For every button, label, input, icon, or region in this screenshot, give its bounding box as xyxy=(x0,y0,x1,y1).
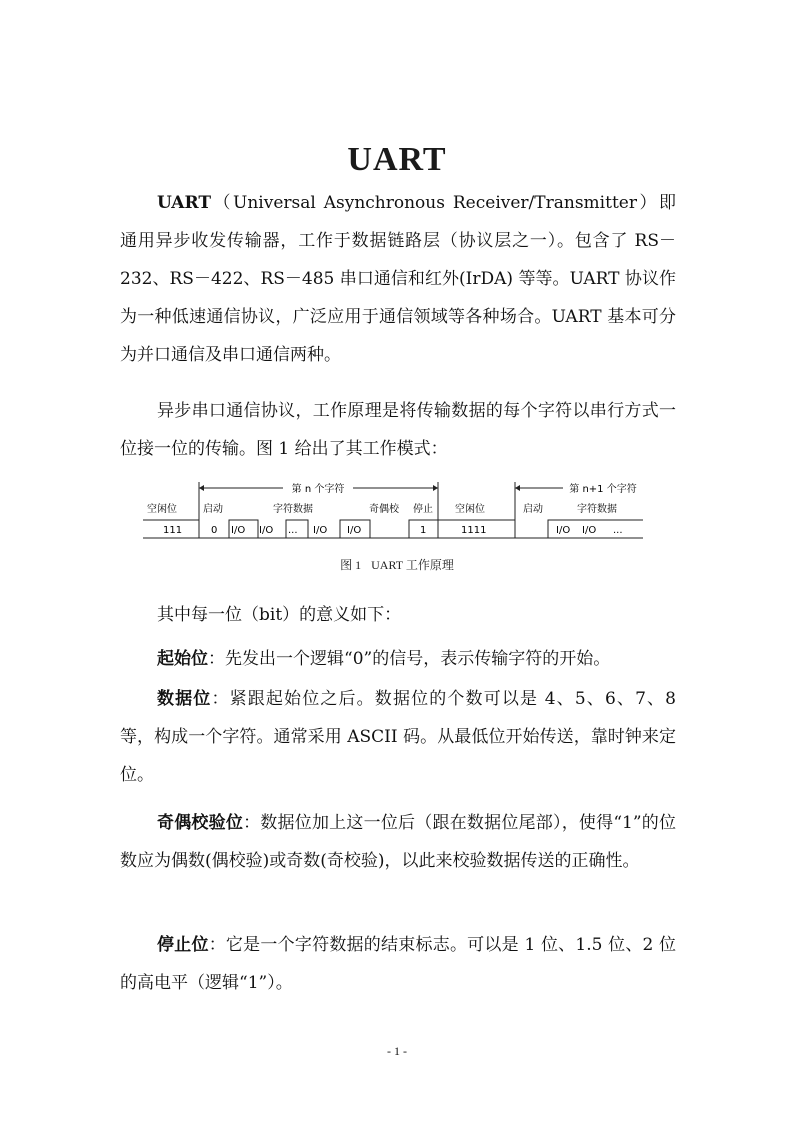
figure-caption xyxy=(0,556,794,573)
value-ellipsis-1: ... xyxy=(288,525,298,536)
parity-bit-text: ：数据位加上这一位后（跟在数据位尾部），使得“1”的位数应为偶数(偶校验)或奇数(奇校验)，以此来校验数据传送的正确性。 xyxy=(120,813,677,871)
header-parity: 奇偶校 xyxy=(369,504,399,515)
header-data2: 字符数据 xyxy=(577,504,617,515)
data-bit-text: ：紧跟起始位之后。数据位的个数可以是 4、5、6、7、8 等，构成一个字符。通常采用 ASCII 码。从最低位开始传送，靠时钟来定位。 xyxy=(120,689,676,785)
intro-paragraph xyxy=(120,184,676,374)
page-number: - 1 - xyxy=(387,1044,407,1058)
value-io-3: I/O xyxy=(313,525,328,536)
stop-bit-lead: 停止位 xyxy=(157,935,209,955)
uart-frame-diagram xyxy=(143,480,651,546)
header-data: 字符数据 xyxy=(273,504,313,515)
caption-number: 图 1 xyxy=(340,558,362,572)
header-idle2: 空闲位 xyxy=(455,504,485,515)
value-io-1: I/O xyxy=(231,525,246,536)
frame2-arrowhead xyxy=(515,485,520,491)
data-bit-lead: 数据位 xyxy=(157,689,212,709)
intro-text: （Universal Asynchronous Receiver/Transmitter）即通用异步收发传输器，工作于数据链路层（协议层之一）。包含了 RS－232、RS－422、RS－485 串口通信和红外(IrDA) 等等。UART 协议作为一种低速通信协议，广泛应用于通信领域等各种场合。UART 基本可分为并口通信及串口通信两种。 xyxy=(120,193,676,365)
header-start: 启动 xyxy=(203,504,223,515)
caption-text: UART 工作原理 xyxy=(371,558,454,572)
start-bit-lead: 起始位 xyxy=(157,649,208,669)
parity-bit-paragraph xyxy=(120,804,676,880)
uart-frame-figure xyxy=(143,480,651,546)
header-idle: 空闲位 xyxy=(147,504,177,515)
header-stop: 停止 xyxy=(413,504,433,515)
frame1-label: 第 n 个字符 xyxy=(291,484,345,495)
start-bit-text: ：先发出一个逻辑“0”的信号，表示传输字符的开始。 xyxy=(208,649,611,669)
value-ellipsis-2: ... xyxy=(613,525,623,536)
value-io-6: I/O xyxy=(582,525,597,536)
value-start: 0 xyxy=(211,525,218,536)
stop-bit-text: ：它是一个字符数据的结束标志。可以是 1 位、1.5 位、2 位的高电平（逻辑“1”）。 xyxy=(120,935,676,993)
intro-lead: UART xyxy=(157,193,211,213)
frame1-arrowhead-right xyxy=(433,485,438,491)
value-io-5: I/O xyxy=(556,525,571,536)
value-idle: 111 xyxy=(163,525,183,536)
document-title: UART xyxy=(347,140,447,178)
value-stop: 1 xyxy=(420,525,427,536)
bit-meaning-intro: 其中每一位（bit）的意义如下： xyxy=(157,605,402,625)
data-bit-paragraph xyxy=(120,680,676,794)
async-paragraph: 异步串口通信协议，工作原理是将传输数据的每个字符以串行方式一位接一位的传输。图 1 给出了其工作模式： xyxy=(120,401,676,459)
value-io-4: I/O xyxy=(347,525,362,536)
parity-bit-lead: 奇偶校验位 xyxy=(157,813,244,833)
start-bit-paragraph xyxy=(120,640,676,678)
header-start2: 启动 xyxy=(523,504,543,515)
frame1-arrowhead-left xyxy=(199,485,204,491)
frame2-label: 第 n+1 个字符 xyxy=(569,484,637,495)
value-idle2: 1111 xyxy=(461,525,487,536)
stop-bit-paragraph xyxy=(120,926,676,1002)
value-io-2: I/O xyxy=(259,525,274,536)
